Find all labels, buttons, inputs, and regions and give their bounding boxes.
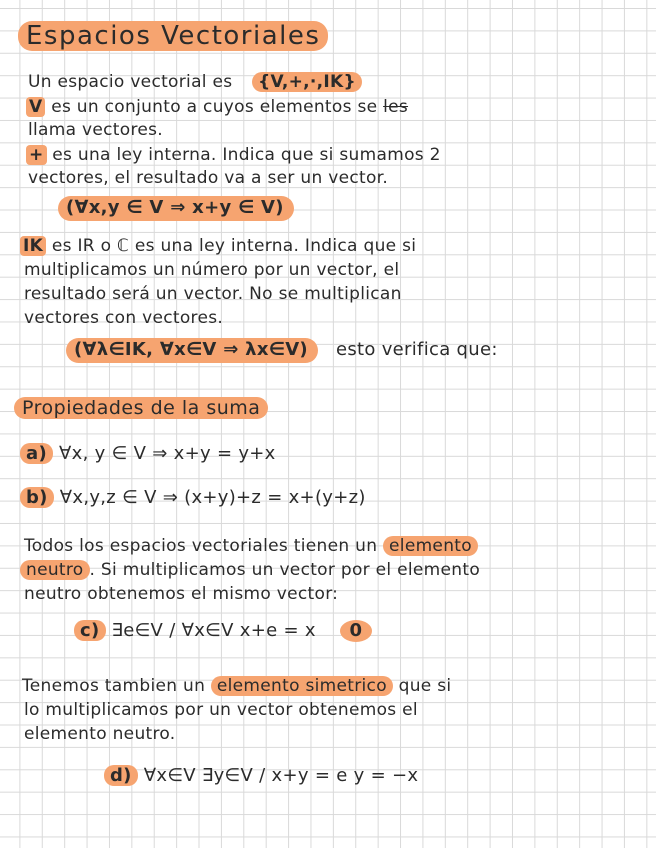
closure-formula: (∀x,y ∈ V ⇒ x+y ∈ V) [58,198,294,218]
symmetric-line-2: lo multiplicamos por un vector obtenemos el [24,700,418,720]
plus-marker: + [26,145,47,165]
symmetric-line-3: elemento neutro. [24,724,176,744]
highlight-neutro: neutro [20,560,90,580]
field-line-1: IK es IR o ℂ es una ley interna. Indica que si [20,236,416,256]
property-b: b) ∀x,y,z ∈ V ⇒ (x+y)+z = x+(y+z) [20,488,366,508]
property-c: c) ∃e∈V / ∀x∈V x+e = x 0 [74,620,372,642]
highlight-elemento-simetrico: elemento simetrico [211,676,393,696]
neutral-line-2: neutro . Si multiplicamos un vector por el elemento [20,560,480,580]
highlight-elemento: elemento [383,536,478,556]
field-line-4: vectores con vectores. [24,308,224,328]
v-marker: V [26,97,45,117]
k-marker: IK [20,236,46,256]
property-d: d) ∀x∈V ∃y∈V / x+y = e y = −x [104,766,418,786]
field-line-2: multiplicamos un número por un vector, el [24,260,400,280]
intro-line-5: vectores, el resultado va a ser un vector. [28,168,389,188]
property-a: a) ∀x, y ∈ V ⇒ x+y = y+x [20,444,276,464]
symmetric-line-1: Tenemos tambien un elemento simetrico que si [22,676,452,696]
scalar-formula: (∀λ∈IK, ∀x∈V ⇒ λx∈V) esto verifica que: [66,340,498,360]
vector-space-tuple: {V,+,·,IK} [252,72,362,92]
page-title: Espacios Vectoriales [18,20,328,52]
section-title: Propiedades de la suma [14,396,268,420]
intro-line-4: + es una ley interna. Indica que si sumamos 2 [26,145,441,165]
neutral-line-3: neutro obtenemos el mismo vector: [24,584,339,604]
neutral-line-1: Todos los espacios vectoriales tienen un elemento [24,536,478,556]
intro-line-1: Un espacio vectorial es {V,+,·,IK} [28,72,362,92]
field-line-3: resultado será un vector. No se multiplican [24,284,402,304]
intro-line-2: V es un conjunto a cuyos elementos se les [26,97,408,117]
intro-line-3: llama vectores. [28,120,164,140]
zero-symbol: 0 [340,620,372,642]
